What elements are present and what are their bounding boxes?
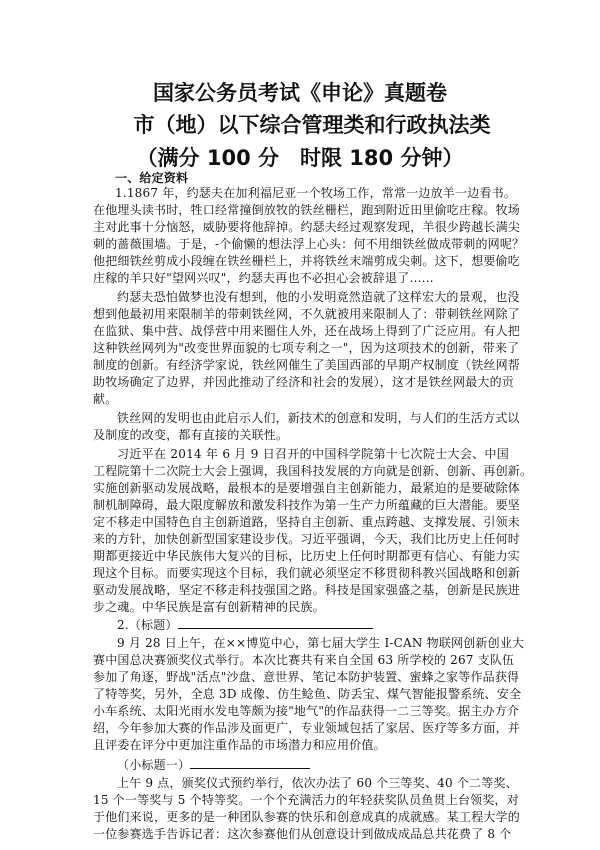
paragraph-line: 9 月 28 日上午，在××博览中心，第七届大学生 I-CAN 物联网创新创业大 — [117, 636, 525, 650]
paragraph-line: 一位参赛选手告诉记者：这次参赛他们从创意设计到做成成品总共花费了 8 个 — [93, 827, 512, 841]
page-title: 国家公务员考试《申论》真题卷 — [153, 81, 447, 105]
paragraph-line: 想到他最初用来限制羊的带刺铁丝网，不久就被用来限制人了：带刺铁丝网除了 — [93, 307, 521, 321]
section-heading-line — [117, 616, 533, 633]
exam-info: （满分 100 分 时限 180 分钟） — [136, 146, 464, 170]
paragraph-line: 来的方针，加快创新型国家建设步伐。习近平强调，今天，我们比历史上任何时 — [93, 532, 521, 546]
paragraph-line: 这种铁丝网列为"改变世界面貌的七项专利之一"，因为这项技术的创新，带来了 — [93, 341, 520, 355]
paragraph-line: 实施创新驱动发展战略，最根本的是要增强自主创新能力，最紧迫的是要破除体 — [93, 481, 521, 495]
paragraph-line: 赛中国总决赛颁奖仪式举行。本次比赛共有来自全国 63 所学校的 267 支队伍 — [93, 653, 515, 667]
paragraph-line: 庄稼的羊只好"望网兴叹"，约瑟夫再也不必担心会被辞退了…… — [93, 271, 434, 285]
paragraph-line: 在监狱、集中营、战俘营中用来圈住人外，还在战场上得到了广泛应用。有人把 — [93, 324, 521, 338]
paragraph-line: 刺的蔷薇围墙。于是，-个偷懒的想法浮上心头：何不用细铁丝做成带刺的网呢？ — [93, 237, 525, 251]
paragraph-line: 于他们来说，更多的是一种团队参赛的快乐和创意成真的成就感。某工程大学的 — [93, 810, 521, 824]
paragraph-line: 驱动发展战略，坚定不移走科技强国之路。科技是国家强盛之基，创新是民族进 — [93, 583, 521, 597]
paragraph-line: 小车系统、太阳光雨水发电等颇为接"地气"的作品获得一二三等奖。据主办方介 — [93, 704, 520, 718]
paragraph-line: 制机制障碍，最大限度解放和激发科技作为第一生产力所蕴藏的巨大潜能。要坚 — [93, 498, 521, 512]
paragraph-line: 参加了角逐，野战"活点"沙盘、意世界、笔记本防护装置、蜜蜂之家等作品获得 — [93, 670, 520, 684]
subheading: （小标题一） — [117, 758, 191, 772]
paragraph-line: 制度的创新。有经济学家说，铁丝网催生了美国西部的早期产权制度（铁丝网帮 — [93, 358, 521, 372]
paragraph-line: 及制度的改变，都有直接的关联性。 — [93, 428, 289, 442]
paragraph-line: 约瑟夫恐怕做梦也没有想到，他的小发明竟然造就了这样宏大的景观，也没 — [117, 290, 520, 304]
paragraph-line: 工程院第十二次院士大会上强调，我国科技发展的方向就是创新、创新、再创新。 — [93, 464, 533, 478]
paragraph-line: 期都更接近中华民族伟大复兴的目标，比历史上任何时期都更有信心、有能力实 — [93, 549, 521, 563]
paragraph-line: 上午 9 点，颁奖仪式预约举行，依次办法了 60 个三等奖、40 个二等奖、 — [117, 776, 518, 790]
paragraph-line: 助牧场确定了边界，并因此推动了经济和社会的发展），这才是铁丝网最大的贡 — [93, 375, 515, 389]
paragraph-line: 献。 — [93, 392, 118, 406]
paragraph-line: 现这个目标。而要实现这个目标，我们就必须坚定不移贯彻科教兴国战略和创新 — [93, 566, 521, 580]
paragraph-line: 15 个一等奖与 5 个特等奖。一个个充满活力的年轻获奖队员鱼贯上台领奖，对 — [93, 793, 519, 807]
section-heading: 一、给定资料 — [115, 171, 189, 185]
subheading-blank — [190, 756, 310, 769]
paragraph-line: 习近平在 2014 年 6 月 9 日召开的中国科学院第十七次院士大会、中国 — [117, 447, 509, 461]
paragraph-line: 绍，今年参加大赛的作品涉及面更广，专业领域包括了家居、医疗等多方面，并 — [93, 721, 521, 735]
paragraph-line: 定不移走中国特色自主创新道路，坚持自主创新、重点跨越、支撑发展、引领未 — [93, 515, 521, 529]
page-subtitle: 市（地）以下综合管理类和行政执法类 — [133, 113, 491, 137]
paragraph-line: 在他埋头读书时，牲口经常撞倒放牧的铁丝栅栏，跑到附近田里偷吃庄稼。牧场 — [93, 203, 521, 217]
section-heading: 2.（标题） — [117, 618, 178, 632]
paragraph-line: 且评委在评分中更加注重作品的市场潜力和应用价值。 — [93, 738, 386, 752]
paragraph-line: 步之魂。中华民族是富有创新精神的民族。 — [93, 600, 325, 614]
paragraph-line: 了特等奖，另外，全息 3D 成像、仿生鲶鱼、防丢宝、煤气智能报警系统、安全 — [93, 687, 522, 701]
paragraph-line: 1.1867 年，约瑟夫在加利福尼亚一个牧场工作，常常一边放羊一边看书。 — [115, 186, 517, 200]
paragraph-line: 铁丝网的发明也由此启示人们，新技术的创意和发明，与人们的生活方式以 — [117, 411, 520, 425]
paragraph-line: 主对此事十分恼怒，威胁要将他辞掉。约瑟夫经过观察发现，羊很少跨越长满尖 — [93, 220, 521, 234]
paragraph-line: 他把细铁丝剪成小段缠在铁丝栅栏上，并将铁丝末端剪成尖刺。这下，想要偷吃 — [93, 254, 521, 268]
subheading-line — [117, 756, 533, 773]
title-blank — [178, 616, 373, 629]
